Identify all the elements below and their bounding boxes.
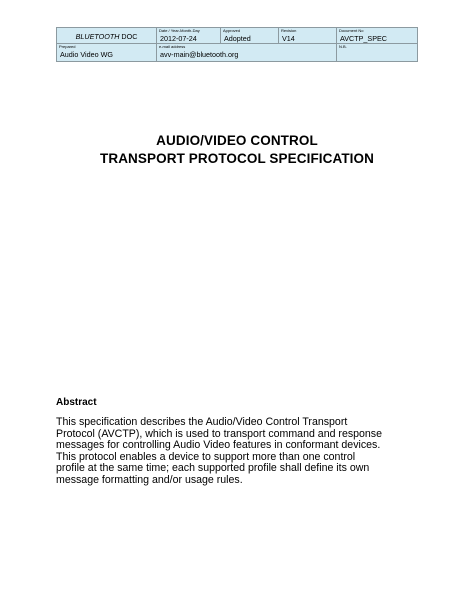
prepared-cell [57, 44, 157, 61]
prepared-label: Prepared [59, 44, 76, 49]
doc-type-brand: BLUETOOTH [75, 32, 120, 41]
abstract-body [56, 417, 426, 487]
nb-label: N.B. [339, 44, 347, 49]
date-label: Date / Year-Month-Day [159, 28, 200, 33]
abstract-line: This specification describes the Audio/Video Control Transport [56, 416, 348, 428]
email-value: avv-main@bluetooth.org [160, 50, 239, 59]
document-no-cell [337, 28, 417, 44]
document-title-line-2: TRANSPORT PROTOCOL SPECIFICATION [100, 151, 374, 166]
abstract-line: profile at the same time; each supported profile shall define its own [56, 462, 370, 475]
document-title-line-1: AUDIO/VIDEO CONTROL [156, 133, 318, 148]
abstract-line: message formatting and/or usage rules. [56, 473, 243, 486]
abstract-line: messages for controlling Audio Video features in conformant devices. [56, 439, 381, 452]
date-value: 2012-07-24 [160, 34, 197, 43]
document-no-label: Document No [339, 28, 364, 33]
doc-type-suffix: DOC [119, 32, 138, 41]
approved-label: Approved [223, 28, 241, 33]
revision-value: V14 [282, 34, 295, 43]
abstract-heading: Abstract [56, 397, 97, 408]
prepared-value: Audio Video WG [60, 50, 114, 59]
approved-value: Adopted [224, 34, 251, 43]
document-header-table [56, 27, 418, 62]
abstract-line: This protocol enables a device to support more than one control [56, 450, 356, 463]
email-label: e-mail address [159, 44, 186, 49]
doc-type-cell [57, 28, 157, 44]
revision-cell [279, 28, 337, 44]
approved-cell [221, 28, 279, 44]
email-cell [157, 44, 337, 61]
date-cell [157, 28, 221, 44]
revision-label: Revision [281, 28, 297, 33]
doc-type [57, 32, 156, 41]
nb-cell [337, 44, 417, 61]
abstract-line: Protocol (AVCTP), which is used to transport command and response [56, 427, 383, 440]
document-no-value: AVCTP_SPEC [340, 34, 387, 43]
